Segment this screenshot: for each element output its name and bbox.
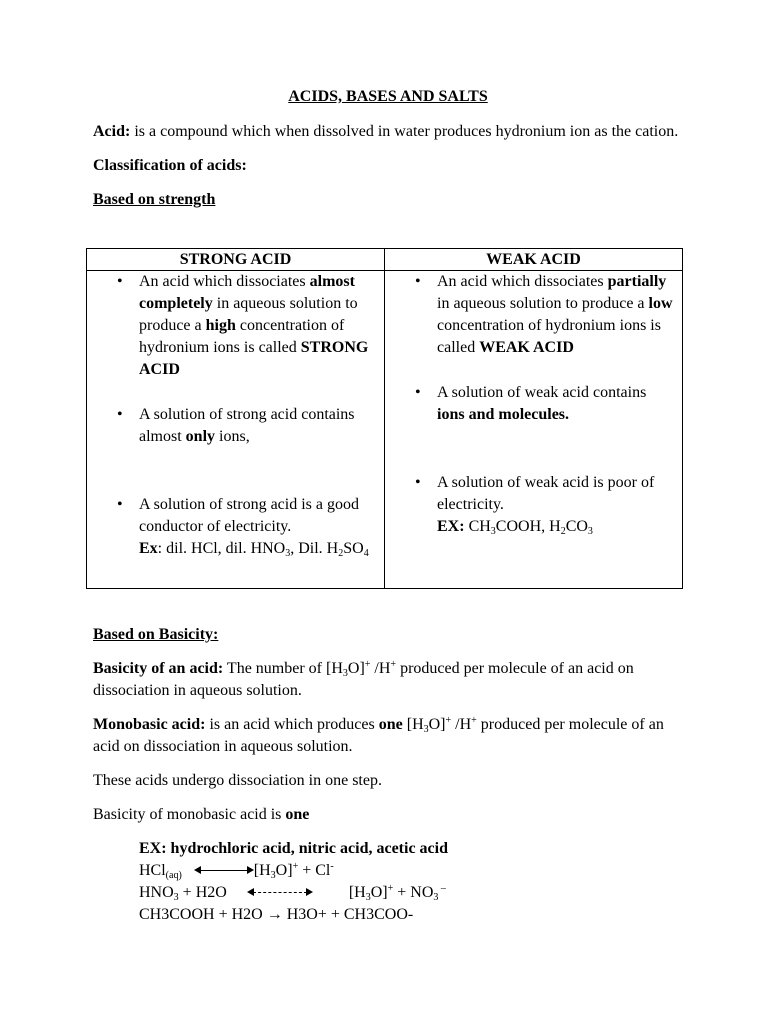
- page-title: ACIDS, BASES AND SALTS: [288, 88, 488, 105]
- classification-heading: [93, 155, 683, 177]
- weak-bullet-3: • A solution of weak acid is poor of electricity. EX: $CH_3COOH$, $H_2CO_3$: [385, 472, 682, 538]
- one-step-text: These acids undergo dissociation in one step.: [93, 772, 382, 789]
- header-strong-acid: STRONG ACID: [87, 249, 385, 271]
- header-weak-acid: WEAK ACID: [385, 249, 683, 271]
- equation-hno3: $HNO_3 + H2O$ $[H_3O]^+ + NO_3$ –: [139, 883, 446, 903]
- strong-acid-cell: [87, 271, 385, 589]
- document-body: [93, 86, 683, 223]
- monobasic-definition: Monobasic acid: is an acid which produces one $[H_3O]^+$ /H+ produced per molecule of an acid on dissociation in aqueous solution.: [93, 715, 664, 755]
- strength-label: Based on strength: [93, 191, 216, 208]
- acid-text: is a compound which when dissolved in water produces hydronium ion as the cation.: [130, 123, 679, 140]
- strength-heading: [93, 189, 683, 211]
- basicity-heading: [93, 624, 693, 646]
- examples-heading: EX: hydrochloric acid, nitric acid, acetic acid: [139, 840, 448, 857]
- weak-bullet-2: • A solution of weak acid contains ions and molecules.: [385, 382, 682, 426]
- monobasic-basicity: Basicity of monobasic acid is one: [93, 806, 310, 823]
- equilibrium-arrow-icon: [194, 866, 254, 876]
- equilibrium-arrow-icon: [247, 888, 313, 898]
- weak-bullet-1: • An acid which dissociates partially in aqueous solution to produce a low concentration of hydronium ions is called WEAK ACID: [385, 271, 682, 359]
- strong-bullet-1: • An acid which dissociates almost completely in aqueous solution to produce a high concentration of hydronium ions is called STRONG ACID: [87, 271, 384, 381]
- basicity-definition: Basicity of an acid: The number of $[H_3O]^+$ /H+ produced per molecule of an acid on dissociation in aqueous solution.: [93, 659, 634, 699]
- comparison-table: [86, 248, 683, 589]
- basicity-label: Based on Basicity:: [93, 626, 219, 643]
- classification-label: Classification of acids:: [93, 157, 247, 174]
- equation-hcl: HCl$_{(aq)}$ $[H_3O]^+ + Cl^-$: [139, 861, 334, 881]
- acid-definition: [93, 121, 683, 143]
- acid-label: Acid:: [93, 123, 131, 140]
- strong-bullet-3: • A solution of strong acid is a good conductor of electricity. Ex: dil. HCl, dil. $HNO_3$, Dil. $H_2SO_4$: [87, 494, 384, 560]
- strong-bullet-2: • A solution of strong acid contains almost only ions,: [87, 404, 384, 448]
- basicity-section: [93, 624, 693, 926]
- weak-acid-cell: [385, 271, 683, 589]
- table-header-row: [87, 249, 683, 271]
- table-row: [87, 271, 683, 589]
- equation-acetic: CH3COOH + H2O → H3O+ + CH3COO-: [139, 906, 414, 923]
- right-arrow-icon: →: [266, 906, 283, 923]
- examples-block: [139, 838, 693, 926]
